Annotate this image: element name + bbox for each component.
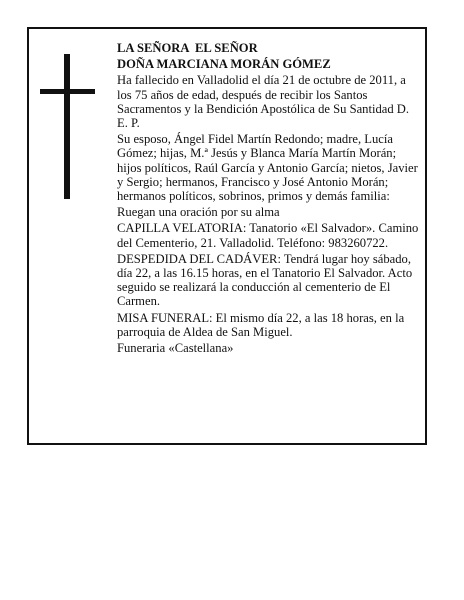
farewell-info: DESPEDIDA DEL CADÁVER: Tendrá lugar hoy sábado, día 22, a las 16.15 horas, en el Tanatorio El Salvador. Acto seguido se realizará la conducción al cementerio de El Carmen.	[117, 251, 413, 309]
chapel-info: CAPILLA VELATORIA: Tanatorio «El Salvador». Camino del Cementerio, 21. Valladolid. Teléfono: 983260722.	[117, 221, 419, 250]
family-list: Su esposo, Ángel Fidel Martín Redondo; madre, Lucía Gómez; hijas, M.ª Jesús y Blanca María Martín Morán; hijos políticos, Raúl García y Antonio García; nietos, Javier y Sergio; hermanos, Francisco y José Antonio Morán; hermanos políticos, sobrinos, primos y demás familia:	[117, 132, 418, 204]
notice-body	[117, 41, 419, 357]
funeral-mass-info: MISA FUNERAL: El mismo día 22, a las 18 horas, en la parroquia de Aldea de San Miguel.	[117, 310, 405, 339]
cross-icon	[40, 54, 95, 199]
notice-heading-line1: LA SEÑORA EL SEÑOR	[117, 41, 258, 55]
funeral-home: Funeraria «Castellana»	[117, 341, 234, 356]
death-announcement: Ha fallecido en Valladolid el día 21 de octubre de 2011, a los 75 años de edad, después de recibir los Santos Sacramentos y la Bendición Apostólica de Su Santidad D. E. P.	[117, 73, 410, 131]
prayer-request: Ruegan una oración por su alma	[117, 205, 280, 220]
cross-horizontal-bar	[40, 89, 95, 94]
obituary-notice	[27, 27, 427, 445]
notice-heading-line2: DOÑA MARCIANA MORÁN GÓMEZ	[117, 57, 331, 72]
cross-vertical-bar	[64, 54, 70, 199]
